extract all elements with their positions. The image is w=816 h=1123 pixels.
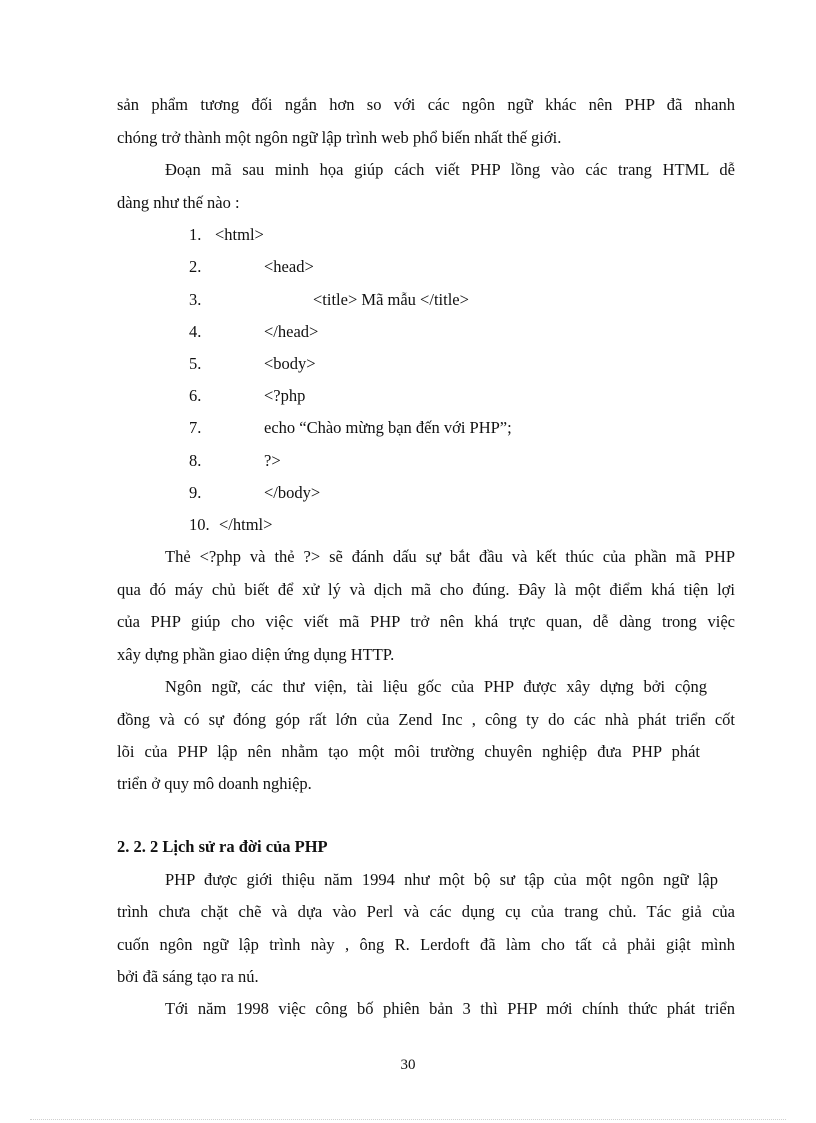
code-line: <?php xyxy=(264,386,306,405)
code-line: </html> xyxy=(219,515,273,534)
paragraph-line: đồng và có sự đóng góp rất lớn của Zend Inc , công ty do các nhà phát triển cốt xyxy=(117,710,735,729)
paragraph-line: Thẻ <?php và thẻ ?> sẽ đánh dấu sự bắt đầu và kết thúc của phần mã PHP xyxy=(165,547,735,566)
paragraph-line: PHP được giới thiệu năm 1994 như một bộ sư tập của một ngôn ngữ lập xyxy=(165,870,718,889)
code-line-number: 10. xyxy=(189,515,210,534)
code-line-number: 4. xyxy=(189,322,202,341)
paragraph-line: lõi của PHP lập nên nhằm tạo một môi trường chuyên nghiệp đưa PHP phát xyxy=(117,742,700,761)
paragraph-line: trình chưa chặt chẽ và dựa vào Perl và các dụng cụ của trang chủ. Tác giả của xyxy=(117,902,735,921)
paragraph-line: chóng trở thành một ngôn ngữ lập trình web phổ biến nhất thế giới. xyxy=(117,128,562,147)
paragraph-line: cuốn ngôn ngữ lập trình này , ông R. Lerdoft đã làm cho tất cả phải giật mình xyxy=(117,935,735,954)
code-line: <html> xyxy=(215,225,264,244)
paragraph-line: của PHP giúp cho việc viết mã PHP trở nên khá trực quan, dễ dàng trong việc xyxy=(117,612,735,631)
code-line-number: 5. xyxy=(189,354,202,373)
code-line: <title> Mã mẫu </title> xyxy=(313,290,469,309)
paragraph-line: Đoạn mã sau minh họa giúp cách viết PHP lồng vào các trang HTML dễ xyxy=(165,160,735,179)
paragraph-line: triển ở quy mô doanh nghiệp. xyxy=(117,774,312,793)
code-line-number: 7. xyxy=(189,418,202,437)
code-line: <head> xyxy=(264,257,314,276)
section-heading: 2. 2. 2 Lịch sử ra đời của PHP xyxy=(117,837,328,856)
code-line: echo “Chào mừng bạn đến với PHP”; xyxy=(264,418,512,437)
code-line: <body> xyxy=(264,354,316,373)
code-line-number: 6. xyxy=(189,386,202,405)
code-line-number: 1. xyxy=(189,225,202,244)
code-line: ?> xyxy=(264,451,281,470)
paragraph-line: Tới năm 1998 việc công bố phiên bản 3 thì PHP mới chính thức phát triển xyxy=(165,999,735,1018)
page-number: 30 xyxy=(400,1057,416,1073)
paragraph-line: xây dựng phần giao diện ứng dụng HTTP. xyxy=(117,645,395,664)
code-line-number: 3. xyxy=(189,290,202,309)
code-line-number: 2. xyxy=(189,257,202,276)
page-bottom-divider xyxy=(30,1119,786,1120)
code-line-number: 8. xyxy=(189,451,202,470)
paragraph-line: bởi đã sáng tạo ra nú. xyxy=(117,967,259,986)
paragraph-line: dàng như thế nào : xyxy=(117,193,240,212)
paragraph-line: sản phẩm tương đối ngắn hơn so với các ngôn ngữ khác nên PHP đã nhanh xyxy=(117,95,735,114)
code-line: </body> xyxy=(264,483,321,502)
paragraph-line: qua đó máy chủ biết để xử lý và dịch mã cho đúng. Đây là một điểm khá tiện lợi xyxy=(117,580,735,599)
paragraph-line: Ngôn ngữ, các thư viện, tài liệu gốc của PHP được xây dựng bởi cộng xyxy=(165,677,707,696)
code-line-number: 9. xyxy=(189,483,202,502)
code-line: </head> xyxy=(264,322,319,341)
